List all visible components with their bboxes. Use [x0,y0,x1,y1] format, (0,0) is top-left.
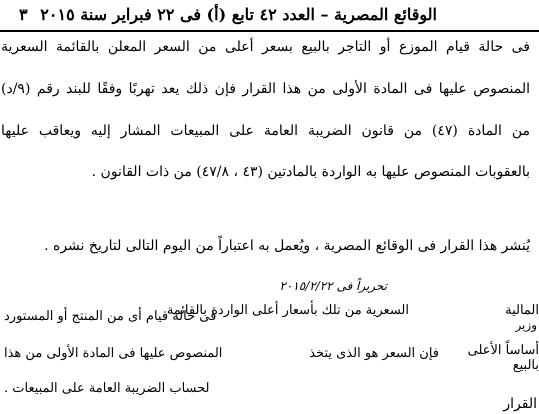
body-line-3: من المادة (٤٧) من قانون الضريبة العامة على المبيعات المشار إليه ويعاقب عليها [1,123,530,139]
body-line-1: فى حالة قيام الموزع أو التاجر بالبيع بسعر أعلى من السعر المعلن بالقائمة السعرية [1,39,530,55]
publication-clause: يُنشر هذا القرار فى الوقائع المصرية ، ويُعمل به اعتباراً من اليوم التالى لتاريخ نشره . [44,238,530,254]
overlap-text-col3-line1: فى حالة قيام أى من المنتج أو المستورد [4,309,217,324]
overlap-text-col1-line3: بالبيع [512,358,539,373]
overlap-text-col2-line1: السعرية من تلك بأسعار أعلى الواردة بالقائمة [166,303,409,318]
header-rule [0,30,539,32]
body-line-2: المنصوص عليها فى المادة الأولى من هذا القرار فإن ذلك يعد تهربًا وفقًا للبند رقم (٩/د) [1,81,530,97]
running-header-title: الوقائع المصرية – العدد ٤٢ تابع (أ) فى ٢٢ فبراير سنة ٢٠١٥ [40,5,437,24]
overlap-text-col2-line2: فإن السعر هو الذى يتخذ [309,346,439,361]
overlap-text-col3-line2: المنصوص عليها فى المادة الأولى من هذا [4,346,223,361]
signature-date: تحريراً فى ٢٠١٥/٢/٢٢ [279,279,387,293]
page-number: ٣ [19,5,28,24]
overlap-text-col1-line2: أساساً الأعلى [467,343,539,358]
minister-title: المالية [505,303,539,318]
minister-role: وزير [515,318,537,332]
body-line-4: بالعقوبات المنصوص عليها به الواردة بالمادتين (٤٣ ، ٤٧/٨) من ذات القانون . [91,164,530,180]
overlap-text-col1-line4: القرار [503,396,537,412]
overlap-text-col3-line3: لحساب الضريبة العامة على المبيعات . [4,381,210,396]
